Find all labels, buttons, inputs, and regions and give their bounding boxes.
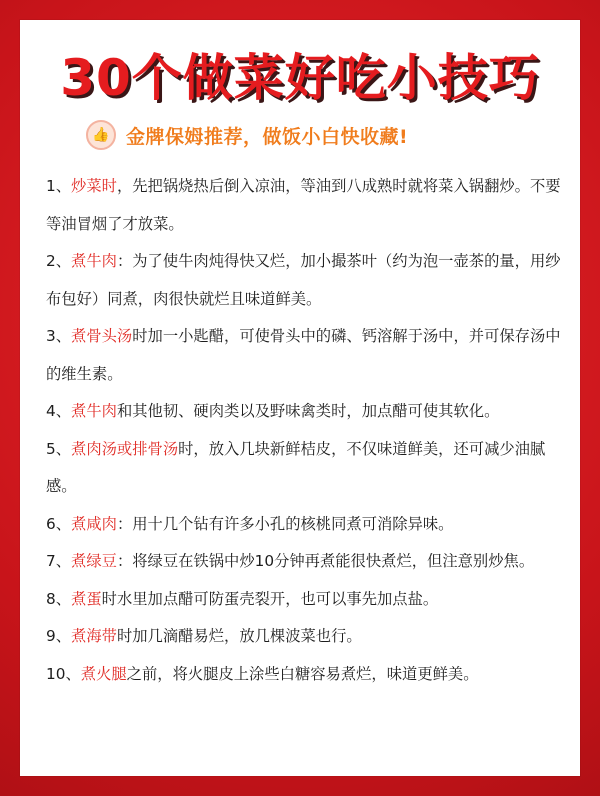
tip-text: 时，放入几块新鲜桔皮，不仅味道鲜美，还可减少油腻感。 — [46, 439, 546, 495]
tip-item — [46, 618, 566, 656]
tip-text: 和其他韧、硬肉类以及野味禽类时，加点醋可使其软化。 — [116, 402, 500, 420]
content-card — [20, 20, 580, 776]
subtitle-row — [86, 118, 408, 152]
tip-number: 4、 — [46, 402, 72, 420]
tip-number: 1、 — [46, 177, 72, 195]
tip-text: ：用十几个钻有许多小孔的核桃同煮可消除异味。 — [116, 514, 454, 533]
tip-highlight: 炒菜时 — [71, 177, 117, 195]
page-title: 30个做菜好吃小技巧 — [60, 49, 540, 107]
tip-number: 2、 — [46, 252, 72, 270]
tip-number: 6、 — [46, 514, 72, 533]
tip-number: 8、 — [46, 589, 72, 608]
tip-highlight: 煮蛋 — [71, 589, 102, 608]
tip-item — [46, 393, 566, 431]
tip-highlight: 煮火腿 — [80, 664, 127, 683]
tip-item — [46, 168, 566, 243]
tip-item — [46, 243, 566, 318]
tip-text: 之前，将火腿皮上涂些白糖容易煮烂，味道更鲜美。 — [126, 664, 479, 683]
thumbs-up-icon: 👍 — [86, 120, 116, 150]
tip-text: 时加一小匙醋，可使骨头中的磷、钙溶解于汤中，并可保存汤中的维生素。 — [46, 327, 561, 383]
tip-highlight: 煮牛肉 — [71, 402, 117, 420]
tip-number: 5、 — [46, 439, 72, 458]
tip-number: 10、 — [46, 664, 81, 683]
tip-text: ：为了使牛肉炖得快又烂，加小撮茶叶（约为泡一壶茶的量，用纱布包好）同煮，肉很快就烂且味道鲜美。 — [46, 252, 561, 308]
tip-text: 时水里加点醋可防蛋壳裂开，也可以事先加点盐。 — [101, 589, 439, 608]
tip-highlight: 煮牛肉 — [71, 252, 117, 270]
tip-text: ，先把锅烧热后倒入凉油，等油到八成熟时就将菜入锅翻炒。不要等油冒烟了才放菜。 — [46, 177, 561, 233]
tip-highlight: 煮咸肉 — [71, 514, 117, 533]
tip-highlight: 煮海带 — [71, 627, 117, 645]
tips-list — [46, 168, 566, 693]
tip-highlight: 煮骨头汤 — [71, 327, 133, 345]
tip-item — [46, 543, 566, 581]
subtitle: 金牌保姆推荐，做饭小白快收藏! — [126, 125, 409, 148]
tip-highlight: 煮肉汤或排骨汤 — [71, 439, 179, 458]
tip-item — [46, 431, 566, 506]
tip-item — [46, 318, 566, 393]
tip-item — [46, 581, 566, 619]
tip-number: 7、 — [46, 552, 72, 570]
tip-text: ：将绿豆在铁锅中炒10分钟再煮能很快煮烂，但注意别炒焦。 — [116, 552, 535, 570]
tip-item — [46, 506, 566, 544]
tip-number: 3、 — [46, 327, 72, 345]
tip-number: 9、 — [46, 627, 72, 645]
tip-highlight: 煮绿豆 — [71, 552, 117, 570]
tip-item — [46, 656, 566, 694]
tip-text: 时加几滴醋易烂，放几棵波菜也行。 — [116, 627, 362, 645]
